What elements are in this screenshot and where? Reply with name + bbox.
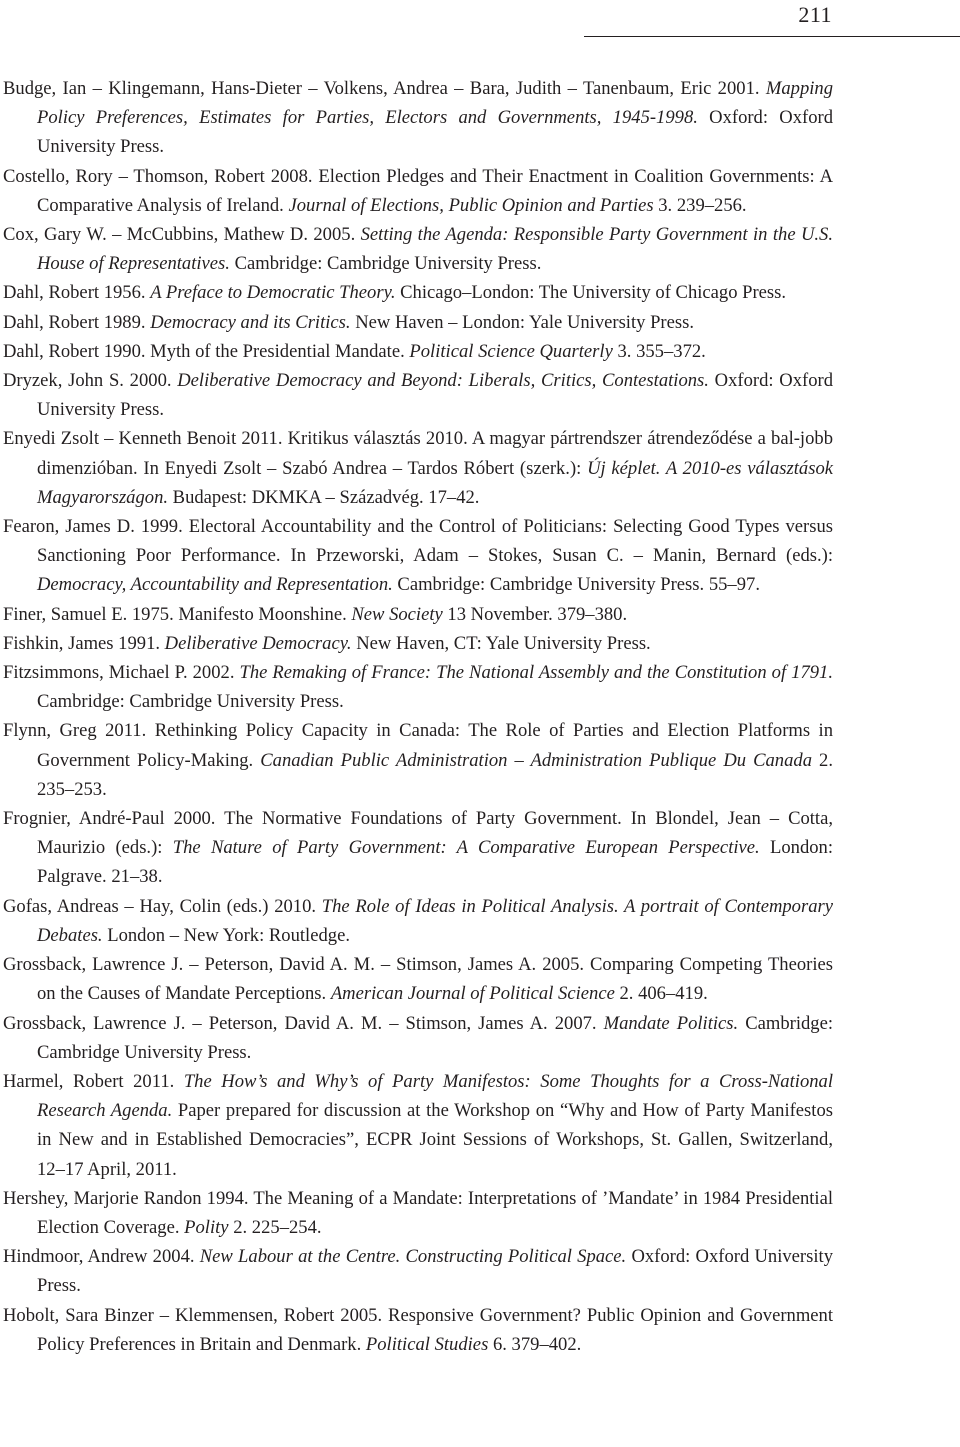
reference-text: Hershey, Marjorie Randon 1994. The Meaning of a Mandate: Interpretations of ’Mandate’ in 1984 Presidential Election Coverage. [3,1187,833,1238]
reference-text: Dahl, Robert 1990. Myth of the Presidential Mandate. [3,340,410,362]
reference-entry [3,308,833,337]
reference-text: 13 November. 379–380. [442,603,628,625]
reference-entry [3,804,833,892]
reference-entry [3,658,833,716]
page-number: 211 [798,2,832,27]
reference-title: Deliberative Democracy and Beyond: Liberals, Critics, Contestations. [177,370,709,392]
reference-title: Political Science Quarterly [409,340,613,362]
reference-entry [3,366,833,424]
reference-text: Cambridge: Cambridge University Press. 55–97. [392,574,760,596]
reference-entry [3,337,833,366]
reference-title: Democracy, Accountability and Representation. [37,574,393,596]
reference-entry [3,162,833,220]
reference-entry [3,1184,833,1242]
reference-text: 2. 406–419. [614,983,708,1005]
reference-title: New Labour at the Centre. Constructing Political Space. [199,1246,627,1268]
reference-title: The Role of Ideas in Political Analysis. A portrait of Contemporary Debates. [37,895,833,946]
reference-title: The How’s and Why’s of Party Manifestos: Some Thoughts for a Cross-National Research Agenda. [37,1070,833,1122]
reference-title: Mandate Politics. [603,1012,739,1034]
reference-text: Fearon, James D. 1999. Electoral Accountability and the Control of Politicians: Selecting Good Types versus Sanctioning Poor Performance. In Przeworski, Adam – Stokes, Susan C. – Manin, Bernard (eds.): [3,516,833,567]
header-rule [584,36,960,37]
reference-title: Canadian Public Administration – Administration Publique Du Canada [260,749,812,771]
reference-entry [3,220,833,278]
reference-text: 2. 235–253. [37,749,833,800]
reference-title: A Preface to Democratic Theory. [150,282,396,304]
reference-text: Fitzsimmons, Michael P. 2002. [3,662,240,684]
reference-text: Flynn, Greg 2011. Rethinking Policy Capacity in Canada: The Role of Parties and Election Platforms in Government Policy-Making. [3,720,833,771]
reference-text: 3. 239–256. [653,194,747,216]
reference-text: 3. 355–372. [612,340,706,362]
reference-entry [3,1067,833,1184]
reference-title: The Remaking of France: The National Assembly and the Constitution of 1791. [239,662,833,684]
reference-text: Finer, Samuel E. 1975. Manifesto Moonshine. [3,603,352,625]
reference-text: Dahl, Robert 1956. [3,282,151,304]
reference-text: Fishkin, James 1991. [3,632,165,654]
reference-title: Political Studies [365,1333,489,1355]
reference-text: Dahl, Robert 1989. [3,311,151,333]
reference-entry [3,1301,833,1359]
reference-entry [3,600,833,629]
reference-title: Deliberative Democracy. [164,632,352,654]
reference-text: Harmel, Robert 2011. [3,1070,184,1092]
reference-text: Cox, Gary W. – McCubbins, Mathew D. 2005. [3,224,361,246]
reference-title: Setting the Agenda: Responsible Party Government in the U.S. House of Representatives. [37,224,833,275]
reference-text: Hindmoor, Andrew 2004. [3,1246,200,1268]
reference-text: Grossback, Lawrence J. – Peterson, David A. M. – Stimson, James A. 2005. Comparing Competing Theories on the Causes of Mandate Perceptions. [3,954,833,1005]
reference-entry [3,892,833,950]
reference-text: Cambridge: Cambridge University Press. [229,253,542,275]
reference-text: 2. 225–254. [228,1216,322,1238]
reference-text: Budge, Ian – Klingemann, Hans-Dieter – Volkens, Andrea – Bara, Judith – Tanenbaum, Eric 2001. [3,78,766,99]
reference-entry [3,1009,833,1067]
reference-entry [3,1242,833,1300]
reference-title: The Nature of Party Government: A Comparative European Perspective. [172,837,760,859]
reference-text: Frognier, André-Paul 2000. The Normative Foundations of Party Government. In Blondel, Jean – Cotta, Maurizio (eds.): [3,808,833,859]
reference-title: Democracy and its Critics. [150,311,351,333]
reference-entry [3,278,833,307]
reference-text: New Haven – London: Yale University Press. [350,311,694,333]
reference-text: Paper prepared for discussion at the Workshop on “Why and How of Party Manifestos in New and in Established Democracies”, ECPR Joint Sessions of Workshops, St. Gallen, Switzerland, 12–17 April, 2011. [37,1100,833,1180]
reference-title: Journal of Elections, Public Opinion and Parties [288,194,654,216]
reference-text: London – New York: Routledge. [102,924,350,946]
reference-title: Új képlet. A 2010-es választások Magyarországon. [37,457,833,508]
reference-text: Gofas, Andreas – Hay, Colin (eds.) 2010. [3,895,322,917]
reference-entry [3,950,833,1008]
reference-entry [3,74,833,162]
reference-text: Oxford: Oxford University Press. [37,1246,833,1297]
reference-text: New Haven, CT: Yale University Press. [351,632,651,654]
reference-title: New Society [351,603,443,625]
reference-title: American Journal of Political Science [330,983,615,1005]
reference-text: Enyedi Zsolt – Kenneth Benoit 2011. Kritikus választás 2010. A magyar pártrendszer átrendeződése a bal-jobb dimenzióban. In Enyedi Zsolt – Szabó Andrea – Tardos Róbert (szerk.): [3,428,833,479]
reference-entry [3,512,833,600]
reference-list [3,74,833,1359]
reference-text: Budapest: DKMKA – Századvég. 17–42. [168,486,480,508]
reference-text: Oxford: Oxford University Press. [37,370,833,421]
reference-text: Costello, Rory – Thomson, Robert 2008. Election Pledges and Their Enactment in Coalition Governments: A Comparative Analysis of Ireland. [3,165,833,216]
reference-text: Cambridge: Cambridge University Press. [37,691,344,713]
reference-entry [3,629,833,658]
reference-text: Grossback, Lawrence J. – Peterson, David A. M. – Stimson, James A. 2007. [3,1012,604,1034]
reference-text: Chicago–London: The University of Chicago Press. [395,282,787,304]
reference-text: Cambridge: Cambridge University Press. [37,1012,834,1063]
reference-title: Polity [184,1216,229,1238]
reference-entry [3,716,833,804]
reference-text: London: Palgrave. 21–38. [37,837,833,888]
reference-text: 6. 379–402. [488,1333,582,1355]
reference-text: Hobolt, Sara Binzer – Klemmensen, Robert 2005. Responsive Government? Public Opinion and Government Policy Preferences in Britain and Denmark. [3,1304,833,1355]
reference-entry [3,424,833,512]
reference-title: Mapping Policy Preferences, Estimates for Parties, Electors and Governments, 1945-1998. [37,78,833,129]
reference-text: Oxford: Oxford University Press. [37,107,833,158]
reference-text: Dryzek, John S. 2000. [3,370,178,392]
